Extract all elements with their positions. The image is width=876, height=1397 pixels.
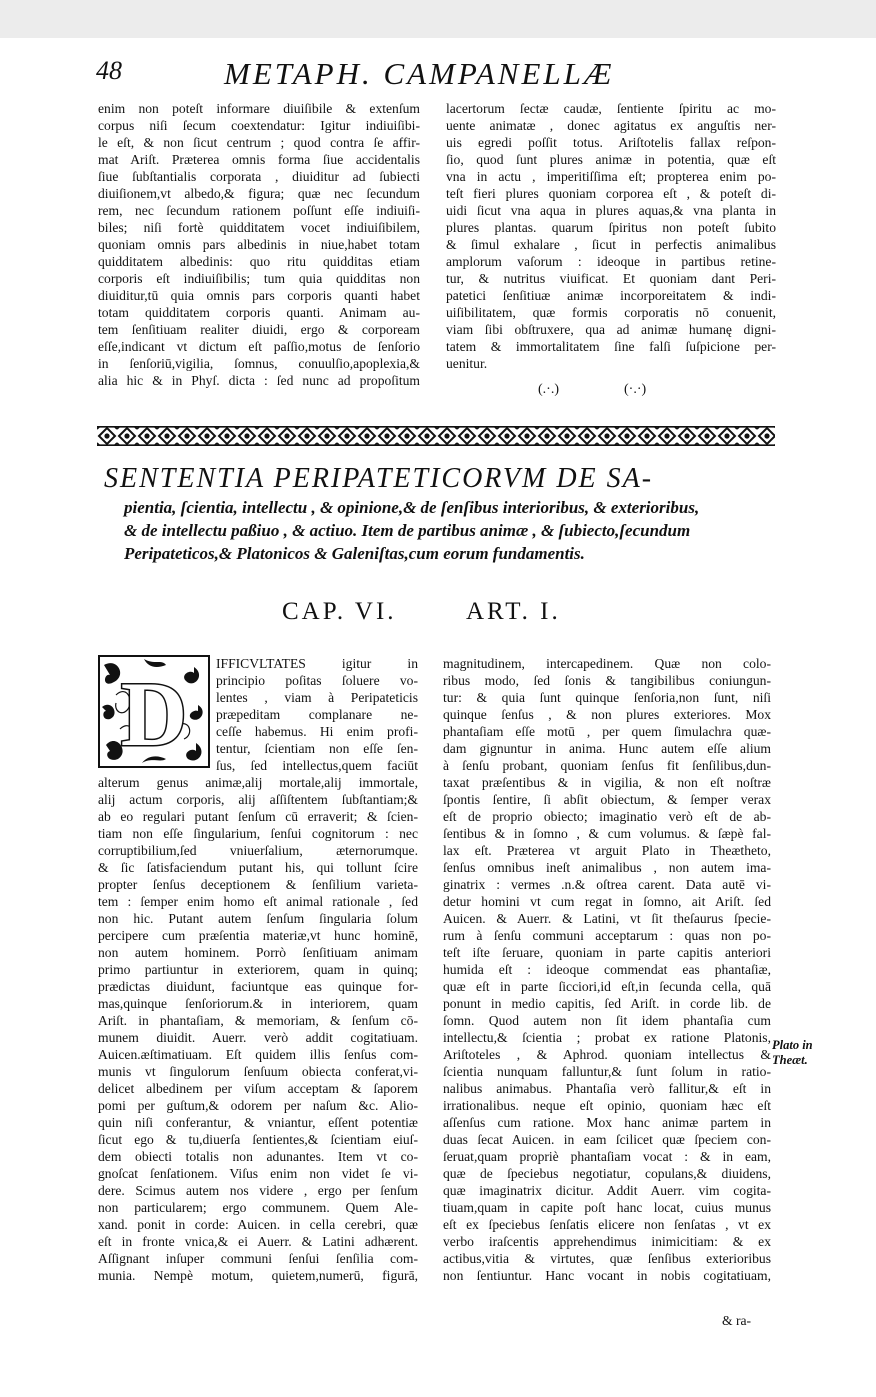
text-line: teſt fieri plures quoniam corporea eſt , & poteſt di- <box>446 186 776 201</box>
text-line: ſenſus omnibus ineſt animalibus , non autem ima- <box>443 860 771 875</box>
text-line: ginatrix : vermes .n.& oſtrea carent. Data autē vi- <box>443 877 771 892</box>
margin-note-line-1: Plato in <box>772 1038 813 1052</box>
text-line: tem : ſemper enim homo eſt animal rationale , ſed <box>98 894 418 909</box>
text-line: lacertorum ſectæ caudæ, ſentiente ſpiritu ac mo- <box>446 101 776 116</box>
text-line: alij actum corporis, alij aſſiſtentem ſubſtantiam;& <box>98 792 418 807</box>
text-line: gnoſcat ſenſationem. Viſus enim non videt ſe vi- <box>98 1166 418 1181</box>
text-line: nalibus animabus. Phantaſia verò fallitur,& eſt in <box>443 1081 771 1096</box>
indented-block <box>98 655 418 774</box>
text-line: & ſic ſatisfaciendum putant his, qui tollunt ſcire <box>98 860 418 875</box>
text-line: à ſenſu probant, quoniam ſenſus fit ſenſilibus,dun- <box>443 758 771 773</box>
text-line: dere. Scimus autem nos videre , ergo per ſenſum <box>98 1183 418 1198</box>
text-line: mat Ariſt. Præterea omnis forma ſiue accidentalis <box>98 152 420 167</box>
text-line: corporis eſt indiuiſibilis; tum quia quidditas non <box>98 271 420 286</box>
text-line: lentes , viam à Peripateticis <box>216 690 418 705</box>
text-line: tur: & quia ſunt quinque ſenſoria,non ſunt, niſi <box>443 690 771 705</box>
text-line: tiam non eſſe ſingularium, ſenſui cognitorum : nec <box>98 826 418 841</box>
text-line: non hic. Putant autem ſenſum ſingularia ſolum <box>98 911 418 926</box>
text-line: tem ſenſitiuam realiter diuidi, ergo & corpoream <box>98 322 420 337</box>
text-line: magnitudinem, intercapedinem. Quæ non colo- <box>443 656 771 671</box>
text-line: le eſt, & non ſicut centrum ; quod contra ſe affir- <box>98 135 420 150</box>
text-line: ſus, ſed intellectus,quem faciūt <box>216 758 418 773</box>
text-line: quin niſi conferantur, & vniantur, eſſent potentiæ <box>98 1115 418 1130</box>
text-line: quæ de ſpeciebus negotiatur, copulans,& diuidens, <box>443 1166 771 1181</box>
text-line: ſiue ſubſtantialis corporata , diuiditur ad ſubiecti <box>98 169 420 184</box>
text-line: ribus modo, ſed ſonis & tangibilibus coniungun- <box>443 673 771 688</box>
text-line: viam ſibi obſtruxere, qua ad animæ humanę digni- <box>446 322 776 337</box>
text-line: Ariſt. in phantaſiam, & memoriam, & ſenſum cō- <box>98 1013 418 1028</box>
text-line: xand. ponit in corde: Auicen. in cella cerebri, quæ <box>98 1217 418 1232</box>
text-line: delicet albedinem per viſum acceptam & ſaporem <box>98 1081 418 1096</box>
text-line: diuiſionem,vt albedo,& figura; quæ nec ſecundum <box>98 186 420 201</box>
text-line: ſcientia nunquam falluntur,& ſunt ſolum in ratio- <box>443 1064 771 1079</box>
text-line: detur homini vt cum regat in ſomno, ait Ariſt. ſed <box>443 894 771 909</box>
text-line: in ſenſoriū,vigilia, ſomnus, conuulſio,apoplexia,& <box>98 356 420 371</box>
text-line: alia hic & in Phyſ. dicta : ſed nunc ad propoſitum <box>98 373 420 388</box>
text-line: verbo iraſcentis apprehendimus inimicitiam: & ex <box>443 1234 771 1249</box>
text-line: plures plantas. quarum ſpiritus non poteſt ſubito <box>446 220 776 235</box>
chapter-title-line-2: pientia, ſcientia, intellectu , & opinione,& de ſenſibus interioribus, & exterioribus, <box>124 498 700 517</box>
text-line: pomi per guſtum,& odorem per naſum &c. Alio- <box>98 1098 418 1113</box>
text-line: dem obiecti totalis non adunantes. Item vt co- <box>98 1149 418 1164</box>
article-number: ART. I. <box>466 598 561 625</box>
page-number: 48 <box>96 56 122 85</box>
text-line: intellectu,& ſcientia ; probat ex ratione Platonis, <box>443 1030 771 1045</box>
text-line: quæ imaginatrix dicitur. Addit Auerr. vim cogita- <box>443 1183 771 1198</box>
running-title: METAPH. CAMPANELLÆ <box>224 56 615 91</box>
text-line: uis egredi poſſit totus. Ariſtotelis fallax reſpon- <box>446 135 776 150</box>
chapter-number: CAP. VI. <box>282 598 397 625</box>
text-line: Auicen. & Auerr. & Latini, vt ſit theſaurus ſpecie- <box>443 911 771 926</box>
text-line: diuiditur,tū quia omnis pars corporis quanti habet <box>98 288 420 303</box>
text-line: corruptibilium,ſed vniuerſalium, æternorumque. <box>98 843 418 858</box>
text-line: percipere cum præſentia materiæ,vt hunc hominē, <box>98 928 418 943</box>
text-line: teſt iſte ſeruare, quoniam in parte capitis anteriori <box>443 945 771 960</box>
text-line: non particularem; ergo communem. Quem Ale- <box>98 1200 418 1215</box>
text-line: munia. Nempè motum, quietem,numerū, figurā, <box>98 1268 418 1283</box>
text-line: præpeditam complanare ne- <box>216 707 418 722</box>
text-line: ceſſe habemus. Hi enim profi- <box>216 724 418 739</box>
text-line: prædictas diuidunt, faciuntque eas quinque for- <box>98 979 418 994</box>
end-mark-right: (·.·) <box>624 382 647 397</box>
text-line: ſpontis ſentire, ſi abſit obiectum, & ſemper verax <box>443 792 771 807</box>
catchword: & ra- <box>722 1313 752 1328</box>
text-line: eſt ex ſpeciebus ſenſatis elicere non ſenſatas , vt ex <box>443 1217 771 1232</box>
text-line: munis vt ſingulorum ſenſuum obiecta conferat,vi- <box>98 1064 418 1079</box>
drop-cap-letter: D <box>120 663 188 765</box>
page-header <box>96 56 776 96</box>
top-left-column <box>98 100 420 389</box>
text-line: uente animatæ , donec agitatus ex anguſtis ner- <box>446 118 776 133</box>
text-line: & ſimul exhalare , ſicut in perfectis animalibus <box>446 237 776 252</box>
text-line: Aſſignant inſuper communi ſenſui ſenſilia com- <box>98 1251 418 1266</box>
scan-top-margin <box>0 0 876 38</box>
text-line: humida eſt : ideoque commendat eas phantaſiæ, <box>443 962 771 977</box>
text-line: eſſe,indicant vt dictum eſt paſſio,motus de ſenſorio <box>98 339 420 354</box>
text-line: patetici ſenſitiuæ animæ incorporeitatem & indi- <box>446 288 776 303</box>
full-width-block <box>98 774 418 1284</box>
margin-note <box>772 1038 813 1068</box>
ornamental-border <box>97 426 775 446</box>
end-mark-left: (.·.) <box>538 382 559 397</box>
margin-note-line-2: Theæt. <box>772 1053 808 1067</box>
text-line: alterum genus animæ,alij mortale,alij immortale, <box>98 775 418 790</box>
text-line: tur, & nutritus viuificat. Et quoniam dant Peri- <box>446 271 776 286</box>
chapter-title <box>104 462 780 565</box>
text-line: quoniam omnis pars albedinis in niue,habet totam <box>98 237 420 252</box>
text-line: principio poſitas ſoluere vo- <box>216 673 418 688</box>
text-line: amplorum vaſorum : ideoque in partibus retine- <box>446 254 776 269</box>
text-line: corpus niſi ſecum coextendatur: Igitur indiuiſibi- <box>98 118 420 133</box>
text-line: actibus,vitia & virtutes, quæ ſenſibus exterioribus <box>443 1251 771 1266</box>
text-line: Auicen.æſtimatiuam. Eſt quidem illis ſenſus com- <box>98 1047 418 1062</box>
text-line: biles; niſi fortè quidditatem vocet indiuiſibilem, <box>98 220 420 235</box>
text-line: IFFICVLTATES igitur in <box>216 656 418 671</box>
text-line: quinque ſenſus , & non plures exteriores. Mox <box>443 707 771 722</box>
text-line: aſſenſus cum ratione. Mox hanc animæ partem in <box>443 1115 771 1130</box>
top-right-column <box>446 100 776 372</box>
chapter-title-line-3: & de intellectu paßiuo , & actiuo. Item de partibus animæ , & ſubiecto,ſecundum <box>124 521 691 540</box>
text-line: uenitur. <box>446 356 488 371</box>
text-line: enim non poteſt informare diuiſibile & extenſum <box>98 101 420 116</box>
text-line: ſio, quod ſunt plures animæ in potentia, quæ eſt <box>446 152 776 167</box>
text-line: dam gignuntur in anima. Hunc autem eſſe alium <box>443 741 771 756</box>
text-line: uidi ſicut vna aqua in plures aquas,& vna planta in <box>446 203 776 218</box>
text-line: lax eſt. Præterea vt arguit Plato in Theætheto, <box>443 843 771 858</box>
text-line: mas,quinque ſenſoriorum.& in interiorem, quam <box>98 996 418 1011</box>
chapter-title-line-1: SENTENTIA PERIPATETICORVM DE SA- <box>104 463 654 494</box>
text-line: irrationalibus. neque eſt opinio, quoniam hæc eſt <box>443 1098 771 1113</box>
text-line: eſt de proprio obiecto; imaginatio verò eſt de ab- <box>443 809 771 824</box>
text-line: ſicut ego & tu,diuerſa ſentientes,& ſcientiam eiuſ- <box>98 1132 418 1147</box>
text-line: rum à ſenſu communi acceptarum : quas non po- <box>443 928 771 943</box>
text-line: phantaſiam eſſe motū , per quem ſimulachra quæ- <box>443 724 771 739</box>
text-line: totam quidditatem corporis quanti. Animam au- <box>98 305 420 320</box>
text-line: tentur, ſcientiam non eſſe ſen- <box>216 741 418 756</box>
text-line: tatem & immortalitatem ſine falſi ſuſpicione per- <box>446 339 776 354</box>
bottom-right-column <box>443 655 771 1284</box>
text-line: non autem hominem. Porrò ſenſitiuam animam <box>98 945 418 960</box>
text-line: ab eo regulari putant ſenſum cū erraverit; & ſcien- <box>98 809 418 824</box>
text-line: tiuam,quam in capite poſt hanc locat, cuius munus <box>443 1200 771 1215</box>
text-line: taxat præſentibus & in vigilia, & non eſt noſtræ <box>443 775 771 790</box>
text-line: duas ſecat Auicen. in eam ſcilicet quæ ſpeciem con- <box>443 1132 771 1147</box>
chapter-title-line-4: Peripateticos,& Platonicos & Galeniſtas,cum eorum fundamentis. <box>124 544 585 563</box>
text-line: eſt in fronte vnica,& ei Auerr. & Latini adhærent. <box>98 1234 418 1249</box>
text-line: rem, nec ſecundum rationem poſſunt eſſe indiuiſi- <box>98 203 420 218</box>
text-line: munem diuidit. Auerr. verò addit cogitatiuam. <box>98 1030 418 1045</box>
text-line: quidditatem albedinis: quo ritu quidditas etiam <box>98 254 420 269</box>
text-line: quæ eſt in parte ſicciori,id eſt,in ſecunda cella, quā <box>443 979 771 994</box>
text-line: ponunt in medio capitis, ſed Ariſt. in corde lib. de <box>443 996 771 1011</box>
text-line: uiſibilitatem, quæ formis corporatis nō conuenit, <box>446 305 776 320</box>
text-line: ſeruat,quam propriè phantaſiam vocat : & in eam, <box>443 1149 771 1164</box>
text-line: ſentibus & in ſomno , & cum volumus. & ſæpè fal- <box>443 826 771 841</box>
bottom-left-column <box>98 655 418 1284</box>
text-line: non ſentiuntur. Hanc vocant in nobis cogitatiuam, <box>443 1268 771 1283</box>
text-line: ſomn. Quod autem non ſit idem phantaſia cum <box>443 1013 771 1028</box>
text-line: propter ſenſus deceptionem & ſenſilium varieta- <box>98 877 418 892</box>
text-line: vna in actu , imperitiſſima eſt; propterea enim po- <box>446 169 776 184</box>
text-line: Ariſtoteles , & Aphrod. quoniam intellectus & <box>443 1047 771 1062</box>
text-line: primo partiuntur in exteriorem, quam in quinq; <box>98 962 418 977</box>
